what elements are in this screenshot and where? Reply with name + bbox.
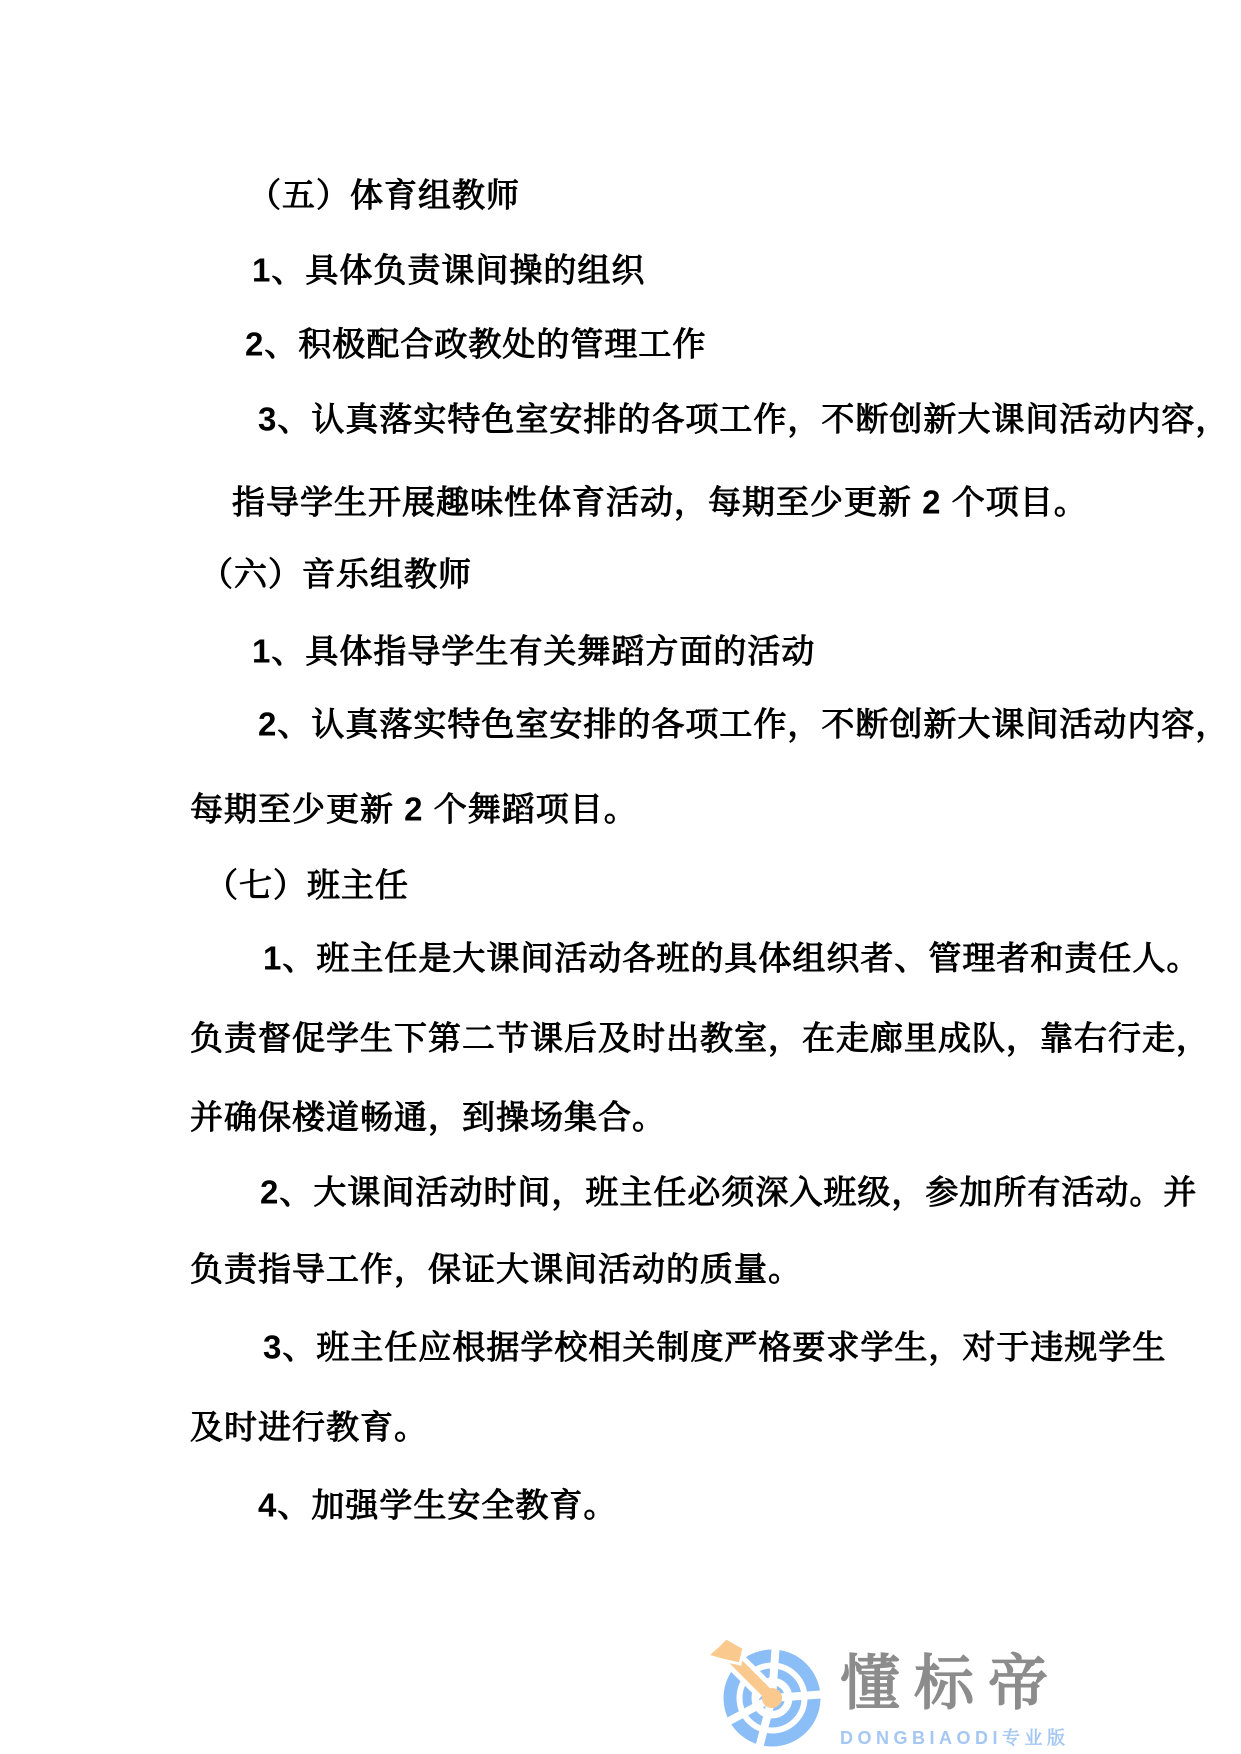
brand-subtitle: DONGBIAODI专业版	[840, 1728, 1070, 1748]
list-item: 3、认真落实特色室安排的各项工作，不断创新大课间活动内容，	[258, 400, 1230, 438]
list-item: 1、具体负责课间操的组织	[252, 251, 646, 289]
text-line: 每期至少更新 2 个舞蹈项目。	[190, 790, 638, 828]
list-item: 1、班主任是大课间活动各班的具体组织者、管理者和责任人。	[263, 939, 1201, 977]
list-item: 2、认真落实特色室安排的各项工作，不断创新大课间活动内容，	[258, 705, 1230, 743]
text-line: 及时进行教育。	[190, 1408, 428, 1446]
section-heading: （六）音乐组教师	[200, 555, 472, 593]
text-line: 指导学生开展趣味性体育活动，每期至少更新 2 个项目。	[232, 483, 1088, 521]
list-item: 2、积极配合政教处的管理工作	[245, 325, 707, 363]
target-arrow-icon	[700, 1630, 828, 1748]
text-line: 负责指导工作，保证大课间活动的质量。	[190, 1250, 802, 1288]
text-line: 负责督促学生下第二节课后及时出教室，在走廊里成队，靠右行走，	[190, 1019, 1210, 1057]
list-item: 4、加强学生安全教育。	[258, 1486, 618, 1524]
text-line: 并确保楼道畅通，到操场集合。	[190, 1098, 666, 1136]
list-item: 3、班主任应根据学校相关制度严格要求学生，对于违规学生	[263, 1328, 1167, 1366]
section-heading: （七）班主任	[205, 866, 409, 904]
list-item: 1、具体指导学生有关舞蹈方面的活动	[252, 632, 816, 670]
section-heading: （五）体育组教师	[248, 176, 520, 214]
brand-name: 懂标帝	[840, 1650, 1062, 1717]
list-item: 2、大课间活动时间，班主任必须深入班级，参加所有活动。并	[260, 1173, 1198, 1211]
watermark	[700, 1630, 1070, 1750]
